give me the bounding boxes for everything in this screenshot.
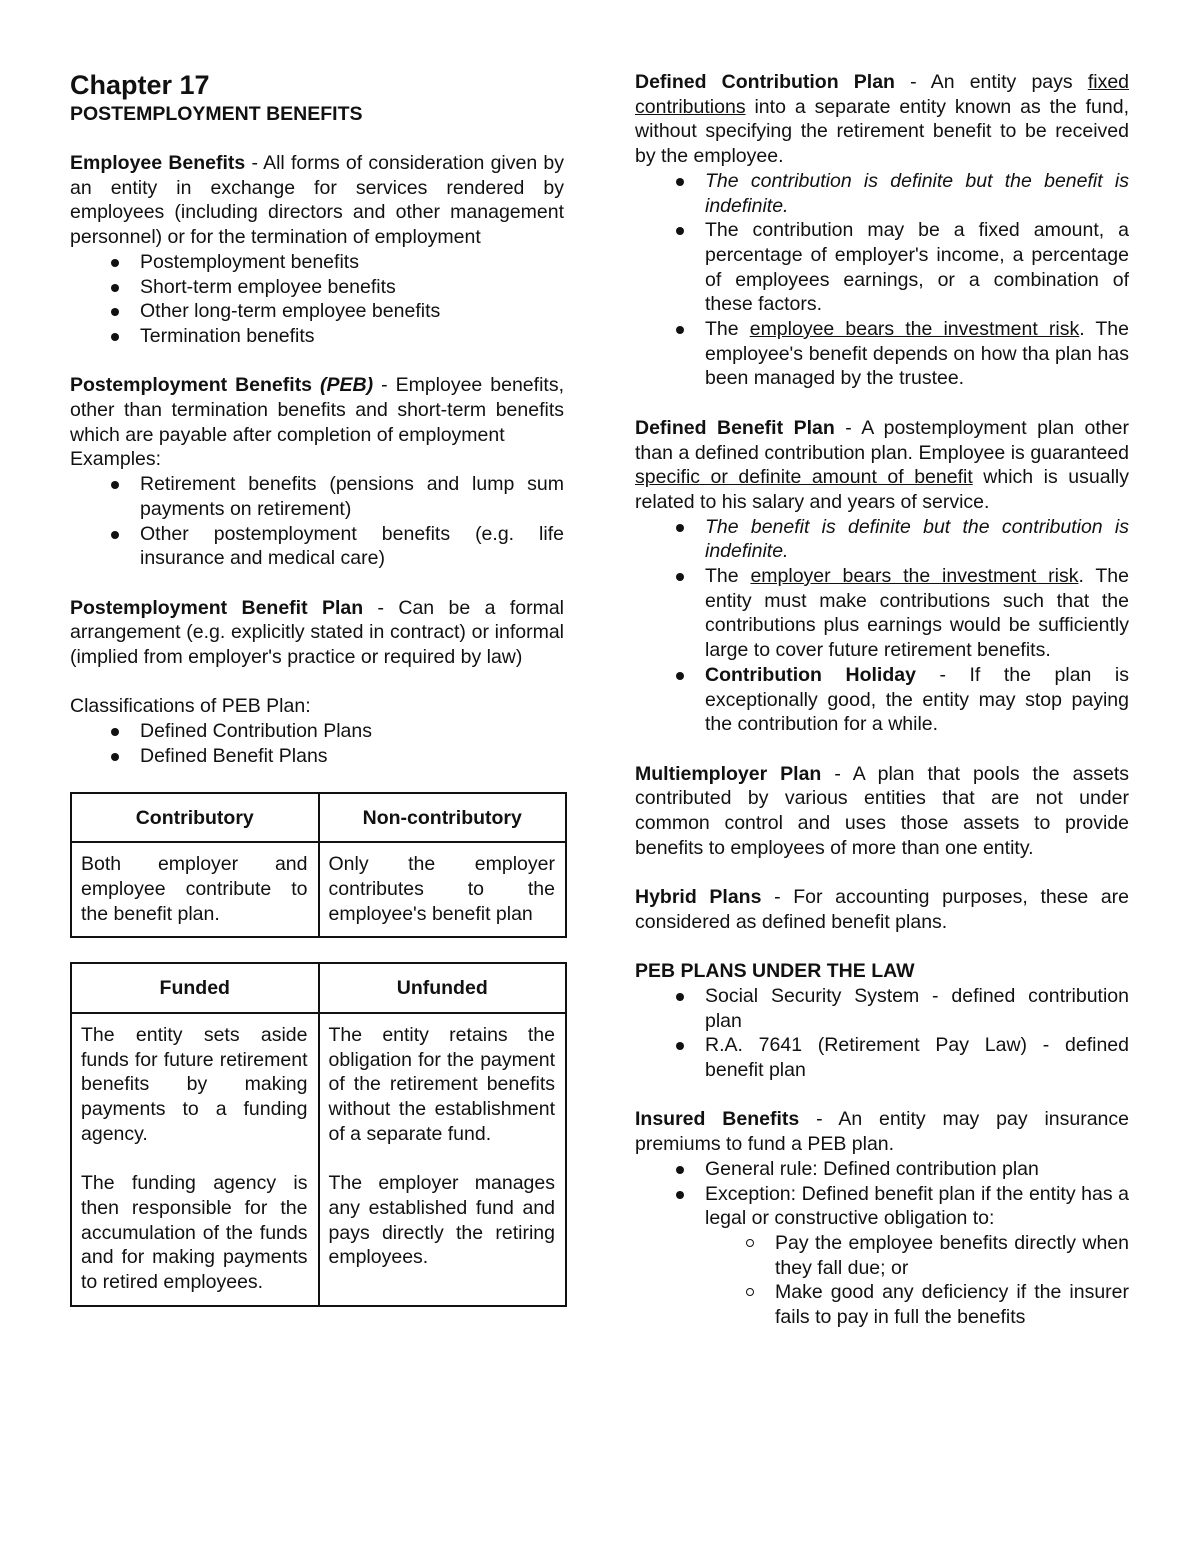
cell-paragraph: The entity sets aside funds for future retirement benefits by making payments to a funding agency.	[81, 1024, 308, 1145]
term-dcp: Defined Contribution Plan	[635, 71, 895, 93]
term-employee-benefits: Employee Benefits	[70, 152, 246, 174]
term-multiemployer: Multiemployer Plan	[635, 762, 822, 785]
peb-definition	[70, 373, 564, 447]
term-peb: Postemployment Benefits	[70, 374, 321, 397]
list-item: Termination benefits	[70, 324, 564, 349]
list-item: The contribution is definite but the benefit is indefinite.	[635, 169, 1129, 218]
list-item: Short-term employee benefits	[70, 275, 564, 300]
item-text: . The employee's benefit depends on how tha plan has been managed by the trustee.	[705, 318, 1129, 390]
sub-list-item: Make good any deficiency if the insurer fails to pay in full the benefits	[635, 1280, 1129, 1329]
cell-paragraph: The funding agency is then responsible for the accumulation of the funds and for making payments to retired employees.	[81, 1172, 308, 1294]
funded-table	[70, 962, 567, 1306]
table-header-funded: Funded	[71, 963, 319, 1013]
cell-paragraph: The employer manages any established fund and pays directly the retiring employees.	[328, 1172, 555, 1269]
right-column	[635, 70, 1129, 1330]
list-item: Other postemployment benefits (e.g. life insurance and medical care)	[70, 522, 564, 571]
insured-sub-list	[635, 1231, 1129, 1330]
list-item: Social Security System - defined contribution plan	[635, 984, 1129, 1033]
dcp-list	[635, 169, 1129, 391]
peb-examples-list	[70, 472, 564, 571]
underlined-text: specific or definite amount of benefit	[635, 466, 973, 489]
term-peb-abbr: (PEB)	[320, 374, 374, 397]
table-header-non-contributory: Non-contributory	[319, 793, 567, 843]
list-item: R.A. 7641 (Retirement Pay Law) - defined benefit plan	[635, 1033, 1129, 1082]
term-contribution-holiday: Contribution Holiday	[705, 663, 916, 686]
table-header-unfunded: Unfunded	[319, 963, 567, 1013]
chapter-title: Chapter 17	[70, 70, 210, 100]
definition-text: into a separate entity known as the fund, without specifying the retirement benefit to be received by the employee.	[635, 95, 1129, 168]
item-text: Exception: Defined benefit plan if the entity has a legal or constructive obligation to:	[705, 1182, 1129, 1230]
term-peb-plan: Postemployment Benefit Plan	[70, 596, 364, 619]
definition-text: - All forms of consideration given by an entity in exchange for services rendered by employees (including directors and other management personnel) or for the termination of employment	[70, 152, 564, 249]
underlined-text: employee bears the investment risk	[749, 318, 1080, 341]
left-column	[70, 70, 564, 1307]
dbp-definition	[635, 416, 1129, 515]
definition-text: - A plan that pools the assets contributed by various entities that are not under common control and uses those assets to provide benefits to employees of more than one entity.	[635, 762, 1129, 859]
list-item: General rule: Defined contribution plan	[635, 1157, 1129, 1182]
sub-list-item: Pay the employee benefits directly when they fall due; or	[635, 1231, 1129, 1280]
definition-text: - A postemployment plan other than a defined contribution plan. Employee is guaranteed	[635, 416, 1129, 464]
underlined-text: employer bears the investment risk	[750, 565, 1079, 588]
list-item	[635, 564, 1129, 663]
definition-text: - Employee benefits, other than termination benefits and short-term benefits which are payable after completion of employment	[70, 374, 564, 446]
law-heading: PEB PLANS UNDER THE LAW	[635, 960, 915, 983]
dcp-definition	[635, 70, 1129, 169]
item-text: - If the plan is exceptionally good, the entity may stop paying the contribution for a while.	[705, 663, 1129, 736]
classifications-label: Classifications of PEB Plan:	[70, 695, 311, 718]
list-item: Other long-term employee benefits	[70, 299, 564, 324]
definition-text: - For accounting purposes, these are considered as defined benefit plans.	[635, 886, 1130, 933]
list-item	[635, 317, 1129, 391]
definition-text: - Can be a formal arrangement (e.g. explicitly stated in contract) or informal (implied from employer's practice or required by law)	[70, 596, 564, 669]
employee-benefits-definition	[70, 151, 564, 250]
list-item: Postemployment benefits	[70, 250, 564, 275]
table-cell-non-contributory: Only the employer contributes to the employee's benefit plan	[319, 842, 567, 937]
table-cell-contributory: Both employer and employee contribute to the benefit plan.	[71, 842, 319, 937]
table-header-contributory: Contributory	[71, 793, 319, 843]
table-cell-unfunded	[319, 1013, 567, 1306]
term-hybrid: Hybrid Plans	[635, 886, 762, 909]
list-item: Retirement benefits (pensions and lump sum payments on retirement)	[70, 472, 564, 521]
list-item: Defined Benefit Plans	[70, 744, 564, 769]
contributory-table	[70, 792, 567, 939]
employee-benefits-list	[70, 250, 564, 349]
term-insured: Insured Benefits	[635, 1108, 800, 1131]
list-item	[635, 663, 1129, 737]
insured-definition	[635, 1107, 1129, 1156]
item-text: . The entity must make contributions such that the contributions plus earnings would be sufficiently large to cover future retirement benefits.	[705, 565, 1129, 662]
list-item	[635, 1182, 1129, 1231]
definition-text: - An entity pays	[894, 71, 1088, 93]
definition-text: - An entity may pay insurance premiums to fund a PEB plan.	[635, 1108, 1129, 1156]
peb-plan-definition	[70, 596, 564, 670]
chapter-subtitle: POSTEMPLOYMENT BENEFITS	[70, 103, 363, 125]
underlined-text: fixed contributions	[635, 71, 1130, 118]
insured-list	[635, 1157, 1129, 1231]
classifications-list	[70, 719, 564, 768]
definition-text: which is usually related to his salary and years of service.	[635, 466, 1130, 513]
list-item: The benefit is definite but the contribution is indefinite.	[635, 515, 1129, 564]
table-cell-funded	[71, 1013, 319, 1306]
term-dbp: Defined Benefit Plan	[635, 416, 835, 439]
law-list	[635, 984, 1129, 1083]
multiemployer-definition	[635, 762, 1129, 861]
dbp-list	[635, 515, 1129, 737]
list-item: The contribution may be a fixed amount, a percentage of employer's income, a percentage of employees earnings, or a combination of these factors.	[635, 218, 1129, 317]
item-text: The	[705, 318, 750, 341]
examples-label: Examples:	[70, 448, 162, 471]
hybrid-definition	[635, 885, 1129, 934]
item-text: The	[705, 565, 751, 588]
list-item: Defined Contribution Plans	[70, 719, 564, 744]
cell-paragraph: The entity retains the obligation for the payment of the retirement benefits without the establishment of a separate fund.	[328, 1024, 555, 1145]
